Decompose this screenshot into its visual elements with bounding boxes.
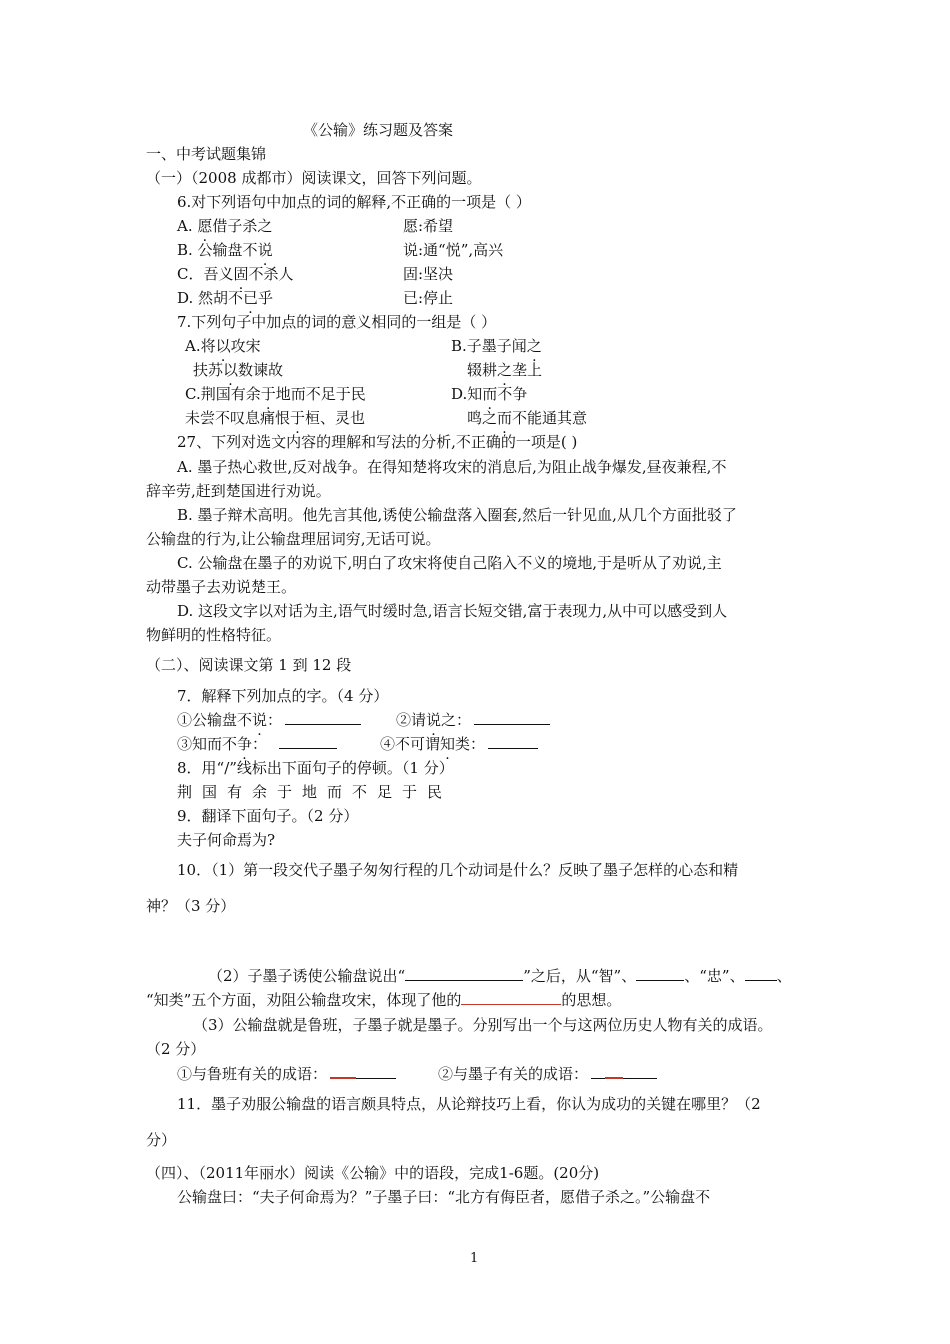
q7-option-b2: 辍耕之垄上 — [467, 361, 543, 379]
q27-option-d-line2: 物鲜明的性格特征。 — [146, 626, 282, 644]
q27-option-a-line1: A. 墨子热心救世,反对战争。在得知楚将攻宋的消息后,为阻止战争爆发,昼夜兼程,不 — [177, 458, 727, 476]
part2-question-11-line2: 分） — [146, 1131, 177, 1149]
answer-blank[interactable] — [636, 966, 684, 981]
part2-question-10-2-line2: “知类”五个方面，劝阻公输盘攻宋，体现了他的 的思想。 — [146, 991, 622, 1009]
q27-option-b-line1: B. 墨子辩术高明。他先言其他,诱使公输盘落入圈套,然后一针见血,从几个方面批驳了 — [177, 506, 737, 524]
part2-question-10-1-line2: 神？（3 分） — [146, 897, 236, 915]
q7-option-b1: B.子墨子闻之 — [451, 337, 542, 355]
q6-option-b: B. 公输盘不说 — [177, 241, 273, 259]
answer-blank[interactable] — [591, 1064, 657, 1079]
q7-option-d2: 鸣之而不能通其意 — [467, 409, 588, 427]
section-heading: 一、中考试题集锦 — [146, 145, 267, 163]
part2-question-8: 8．用“/”线标出下面句子的停顿。（1 分） — [177, 759, 454, 777]
q7-option-c2: 未尝不叹息痛恨于桓、灵也 — [185, 409, 366, 427]
part2-heading: （二）、阅读课文第 1 到 12 段 — [146, 656, 352, 674]
part4-passage: 公输盘曰：“夫子何命焉为？”子墨子曰：“北方有侮臣者，愿借子杀之。”公输盘不 — [177, 1188, 711, 1206]
part2-question-10-2-line1: （2）子墨子诱使公输盘说出“ ”之后，从“智”、 、“忠”、 、 — [208, 967, 792, 985]
answer-blank[interactable] — [461, 990, 561, 1005]
q6-option-a: A. 愿借子杀之 — [177, 217, 273, 235]
part2-question-10-3-answers-2: ②与墨子有关的成语： — [438, 1064, 660, 1084]
part2-question-10-1-line1: 10．（1）第一段交代子墨子匆匆行程的几个动词是什么？反映了墨子怎样的心态和精 — [177, 861, 739, 879]
part2-question-7: 7．解释下列加点的字。（4 分） — [177, 687, 389, 705]
q9-sentence: 夫子何命焉为? — [177, 831, 276, 849]
part2-q7-item-3: ③知而不争： — [177, 734, 340, 754]
q27-option-a-line2: 辞辛劳,赶到楚国进行劝说。 — [146, 482, 331, 500]
q27-option-b-line2: 公输盘的行为,让公输盘理屈词穷,无话可说。 — [146, 530, 441, 548]
q27-option-d-line1: D. 这段文字以对话为主,语气时缓时急,语言长短交错,富于表现力,从中可以感受到人 — [177, 602, 728, 620]
answer-blank[interactable] — [285, 710, 361, 725]
q6-option-d: D. 然胡不已乎 — [177, 289, 274, 307]
part2-question-10-3-line2: （2 分） — [146, 1040, 206, 1058]
part1-heading: （一）（2008 成都市）阅读课文，回答下列问题。 — [146, 169, 482, 187]
answer-blank[interactable] — [330, 1064, 396, 1079]
q6-option-c-meaning: 固:坚决 — [403, 265, 454, 283]
answer-blank[interactable] — [488, 734, 538, 749]
part2-q7-item-1: ①公输盘不说： — [177, 710, 364, 730]
q7-option-c1: C.荆国有余于地而不足于民 — [185, 385, 366, 403]
q27-option-c-line2: 动带墨子去劝说楚王。 — [146, 578, 297, 596]
part2-question-9: 9．翻译下面句子。（2 分） — [177, 807, 359, 825]
part2-question-10-3-answers-1: ①与鲁班有关的成语： — [177, 1064, 399, 1084]
q6-option-c: C．吾义固不杀人 — [177, 265, 294, 283]
q27-option-c-line1: C. 公输盘在墨子的劝说下,明白了攻宋将使自己陷入不义的境地,于是听从了劝说,主 — [177, 554, 722, 572]
question-7: 7.下列句子中加点的词的意义相同的一组是（ ） — [177, 313, 497, 331]
question-27: 27、下列对选文内容的理解和写法的分析,不正确的一项是( ) — [177, 433, 578, 451]
part2-question-10-3-line1: （3）公输盘就是鲁班，子墨子就是墨子。分别写出一个与这两位历史人物有关的成语。 — [193, 1016, 773, 1034]
doc-title: 《公输》练习题及答案 — [303, 121, 454, 139]
answer-blank[interactable] — [745, 966, 777, 981]
part2-question-11-line1: 11．墨子劝服公输盘的语言颇具特点，从论辩技巧上看，你认为成功的关键在哪里？（2 — [177, 1095, 761, 1113]
q6-option-d-meaning: 已:停止 — [403, 289, 454, 307]
question-6: 6.对下列语句中加点的词的解释,不正确的一项是（ ） — [177, 193, 531, 211]
part4-heading: （四）、（2011年丽水）阅读《公输》中的语段，完成1-6题。(20分) — [146, 1164, 600, 1182]
q8-sentence: 荆国有余于地而不足于民 — [177, 783, 453, 801]
q6-option-a-meaning: 愿:希望 — [403, 217, 454, 235]
part2-q7-item-4: ④不可谓知类： — [380, 734, 541, 754]
q6-option-b-meaning: 说:通“悦”,高兴 — [403, 241, 504, 259]
answer-blank[interactable] — [474, 710, 550, 725]
answer-blank[interactable] — [279, 734, 337, 749]
q7-option-a2: 扶苏以数谏故 — [193, 361, 284, 379]
part2-q7-item-2: ②请说之： — [396, 710, 553, 730]
answer-blank[interactable] — [405, 966, 523, 981]
q7-option-a1: A.将以攻宋 — [185, 337, 261, 355]
q7-option-d1: D.知而不争 — [451, 385, 528, 403]
page-number: 1 — [470, 1251, 479, 1266]
